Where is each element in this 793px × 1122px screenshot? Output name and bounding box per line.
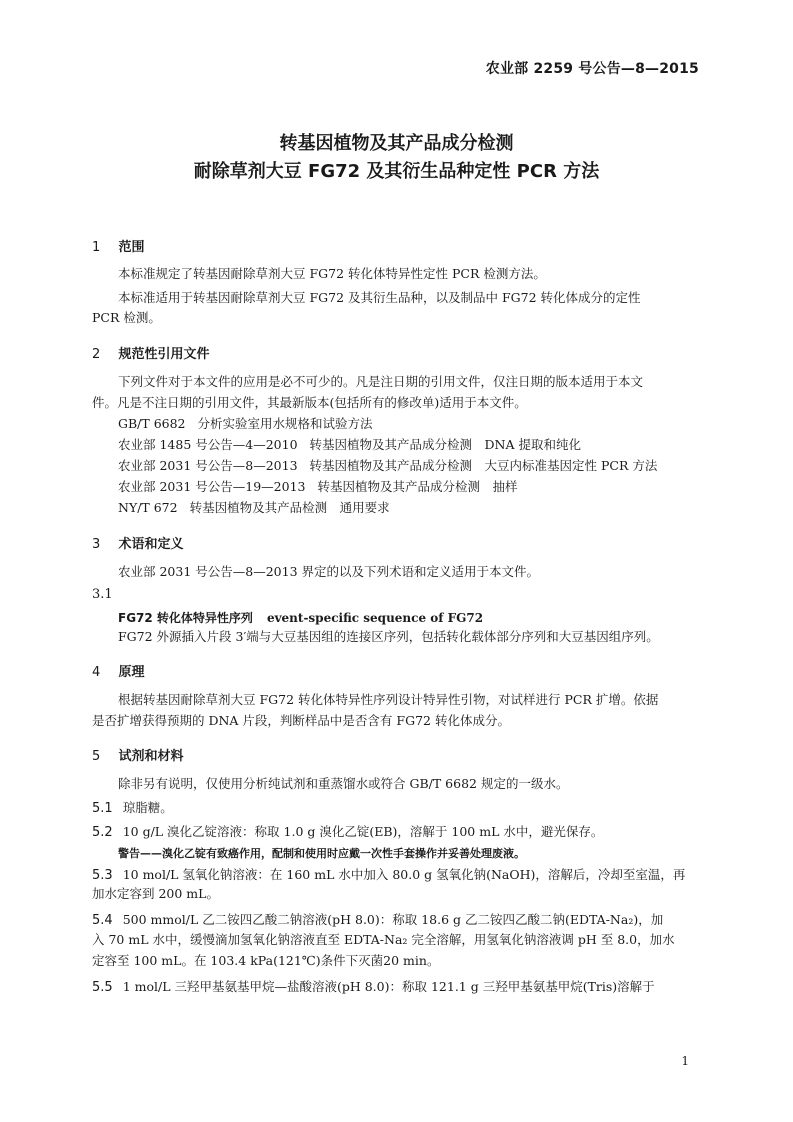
reference-title: 转基因植物及其产品成分检测 DNA 提取和纯化: [309, 437, 581, 452]
reference-item: [118, 437, 581, 453]
section-number: 1: [92, 240, 101, 255]
term-english: event-specific sequence of FG72: [266, 611, 484, 625]
section-title: 原理: [118, 665, 145, 680]
reference-item: [118, 479, 518, 495]
item-text: 1 mol/L 三羟甲基氨基甲烷—盐酸溶液(pH 8.0)：称取 121.1 g 三羟甲基氨基甲烷(Tris)溶解于: [122, 979, 655, 994]
section-title: 范围: [118, 240, 145, 255]
reference-code: 农业部 2031 号公告—19—2013: [118, 479, 306, 494]
warning-note: 警告——溴化乙锭有致癌作用，配制和使用时应戴一次性手套操作并妥善处理废液。: [118, 847, 525, 860]
item-continuation: 定容至 100 mL。在 103.4 kPa(121℃)条件下灭菌20 min。: [92, 953, 440, 968]
reference-item: [118, 458, 657, 474]
paragraph: 本标准规定了转基因耐除草剂大豆 FG72 转化体特异性定性 PCR 检测方法。: [118, 266, 546, 281]
section-number: 2: [92, 347, 101, 362]
reference-code: 农业部 1485 号公告—4—2010: [118, 437, 298, 452]
item-continuation: 入 70 mL 水中，缓慢滴加氢氧化钠溶液直至 EDTA-Na₂ 完全溶解，用氢氧化钠溶液调 pH 至 8.0，加水: [92, 932, 675, 947]
item-number: 5.1: [92, 801, 113, 816]
section-title: 试剂和材料: [118, 749, 184, 764]
document-code: 农业部 2259 号公告—8—2015: [485, 61, 699, 77]
paragraph-continuation: 件。凡是不注日期的引用文件，其最新版本(包括所有的修改单)适用于本文件。: [92, 395, 527, 410]
page-number: 1: [681, 1054, 689, 1068]
reference-item: [118, 416, 373, 432]
term-chinese: FG72 转化体特异性序列: [118, 611, 253, 625]
paragraph-continuation: 是否扩增获得预期的 DNA 片段，判断样品中是否含有 FG72 转化体成分。: [92, 713, 510, 728]
item-continuation: 加水定容到 200 mL。: [92, 886, 219, 901]
reference-code: 农业部 2031 号公告—8—2013: [118, 458, 298, 473]
paragraph: 下列文件对于本文件的应用是必不可少的。凡是注日期的引用文件，仅注日期的版本适用于本文: [118, 374, 644, 389]
list-item: [92, 977, 655, 995]
section-2-heading: [92, 343, 210, 362]
reference-title: 分析实验室用水规格和试验方法: [197, 416, 373, 431]
title-line-2: 耐除草剂大豆 FG72 及其衍生品种定性 PCR 方法: [193, 161, 600, 182]
list-item: [92, 798, 173, 816]
reference-title: 转基因植物及其产品成分检测 大豆内标准基因定性 PCR 方法: [309, 458, 658, 473]
reference-item: [118, 500, 390, 516]
list-item: [92, 910, 663, 928]
item-number: 5.2: [92, 825, 113, 840]
paragraph: 本标准适用于转基因耐除草剂大豆 FG72 及其衍生品种，以及制品中 FG72 转化体成分的定性: [118, 290, 641, 305]
term-definition: FG72 外源插入片段 3′端与大豆基因组的连接区序列，包括转化载体部分序列和大豆基因组序列。: [118, 629, 659, 644]
title-line-1: 转基因植物及其产品成分检测: [279, 133, 514, 154]
reference-title: 转基因植物及其产品成分检测 抽样: [317, 479, 518, 494]
item-text: 10 mol/L 氢氧化钠溶液：在 160 mL 水中加入 80.0 g 氢氧化钠(NaOH)，溶解后，冷却至室温，再: [122, 867, 686, 882]
paragraph: 除非另有说明，仅使用分析纯试剂和重蒸馏水或符合 GB/T 6682 规定的一级水。: [118, 776, 569, 791]
section-number: 3: [92, 537, 101, 552]
list-item: [92, 865, 685, 883]
section-number: 5: [92, 749, 101, 764]
subsection-number: 3.1: [92, 587, 113, 602]
list-item: [92, 822, 603, 840]
item-number: 5.5: [92, 980, 113, 995]
section-number: 4: [92, 665, 101, 680]
item-text: 10 g/L 溴化乙锭溶液：称取 1.0 g 溴化乙锭(EB)，溶解于 100 mL 水中，避光保存。: [122, 824, 604, 839]
item-text: 500 mmol/L 乙二铵四乙酸二钠溶液(pH 8.0)：称取 18.6 g 乙二铵四乙酸二钠(EDTA-Na₂)，加: [122, 912, 664, 927]
paragraph: 农业部 2031 号公告—8—2013 界定的以及下列术语和定义适用于本文件。: [118, 564, 539, 579]
paragraph-continuation: PCR 检测。: [92, 310, 161, 325]
item-number: 5.3: [92, 868, 113, 883]
section-4-heading: [92, 661, 145, 680]
reference-code: NY/T 672: [118, 500, 178, 515]
section-title: 术语和定义: [118, 537, 184, 552]
paragraph: 根据转基因耐除草剂大豆 FG72 转化体特异性序列设计特异性引物，对试样进行 PCR 扩增。依据: [118, 692, 659, 707]
reference-code: GB/T 6682: [118, 416, 186, 431]
item-number: 5.4: [92, 913, 113, 928]
section-title: 规范性引用文件: [118, 347, 210, 362]
section-3-heading: [92, 533, 184, 552]
item-text: 琼脂糖。: [122, 800, 173, 815]
term-entry: [118, 609, 483, 626]
reference-title: 转基因植物及其产品检测 通用要求: [189, 500, 390, 515]
section-1-heading: [92, 236, 145, 255]
section-5-heading: [92, 745, 184, 764]
